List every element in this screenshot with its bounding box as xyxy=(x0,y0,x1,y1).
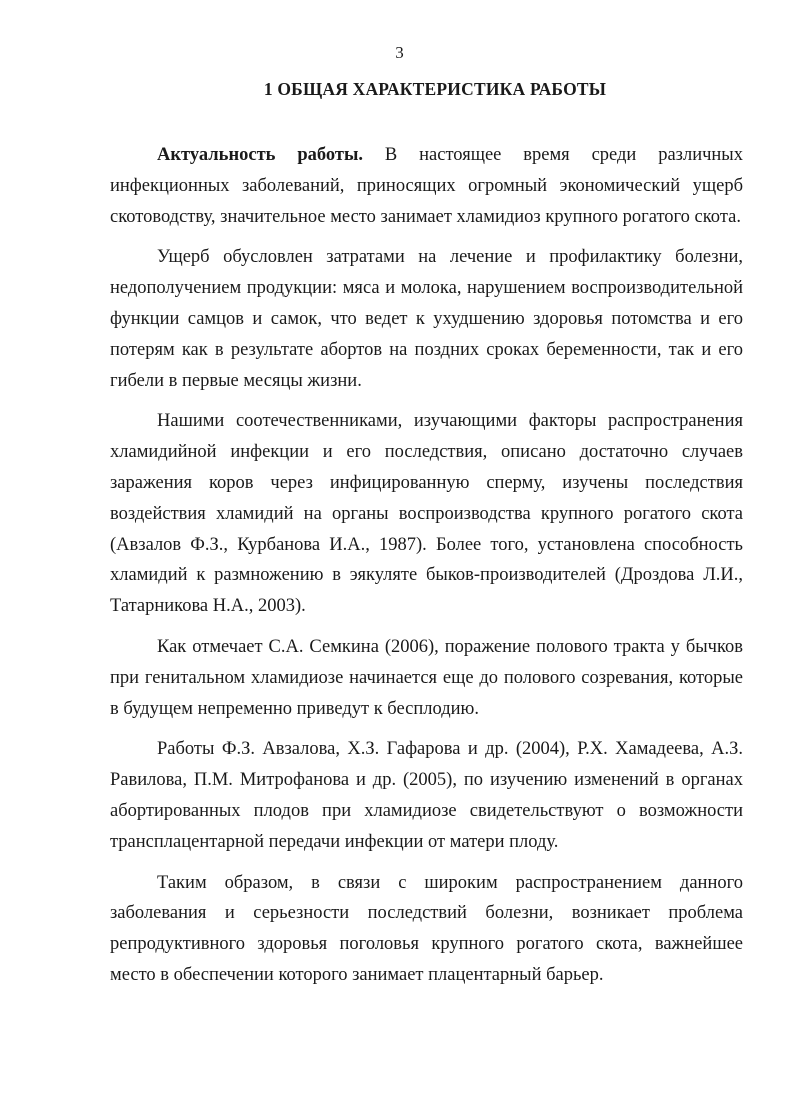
section-title: 1 ОБЩАЯ ХАРАКТЕРИСТИКА РАБОТЫ xyxy=(263,79,607,99)
paragraph-relevance xyxy=(110,140,743,232)
page-number: 3 xyxy=(395,43,404,62)
paragraph-text: В настоящее время среди различных инфекционных заболеваний, приносящих огромный экономический ущерб скотоводству, значительное место занимает хламидиоз крупного рогатого скота. xyxy=(110,145,743,227)
paragraph-semkina: Как отмечает С.А. Семкина (2006), поражение полового тракта у бычков при генитальном хламидиозе начинается еще до полового созревания, которые в будущем непременно приведут к бесплодию. xyxy=(110,636,743,719)
paragraph-conclusion: Таким образом, в связи с широким распространением данного заболевания и серьезности последствий болезни, возникает проблема репродуктивного здоровья поголовья крупного рогатого скота, важнейшее место в обеспечении которого занимает плацентарный барьер. xyxy=(110,872,743,985)
body-text xyxy=(110,140,743,1001)
paragraph-works: Работы Ф.З. Авзалова, Х.З. Гафарова и др. (2004), Р.Х. Хамадеева, А.З. Равилова, П.М. Митрофанова и др. (2005), по изучению изменений в органах абортированных плодов при хламидиозе свидетельствуют о возможности трансплацентарной передачи инфекции от матери плоду. xyxy=(110,739,743,852)
paragraph-damage: Ущерб обусловлен затратами на лечение и профилактику болезни, недополучением продукции: мяса и молока, нарушением воспроизводительной функции самцов и самок, что ведет к ухудшению здоровья потомства и его потерям как в результате абортов на поздних сроках беременности, так и его гибели в первые месяцы жизни. xyxy=(110,247,743,391)
paragraph-lead-heading: Актуальность работы. xyxy=(157,145,364,165)
paragraph-research: Нашими соотечественниками, изучающими факторы распространения хламидийной инфекции и его последствия, описано достаточно случаев заражения коров через инфицированную сперму, изучены последствия воздействия хламидий на органы воспроизводства крупного рогатого скота (Авзалов Ф.З., Курбанова И.А., 1987). Более того, установлена способность хламидий к размножению в эякуляте быков-производителей (Дроздова Л.И., Татарникова Н.А., 2003). xyxy=(110,411,743,617)
